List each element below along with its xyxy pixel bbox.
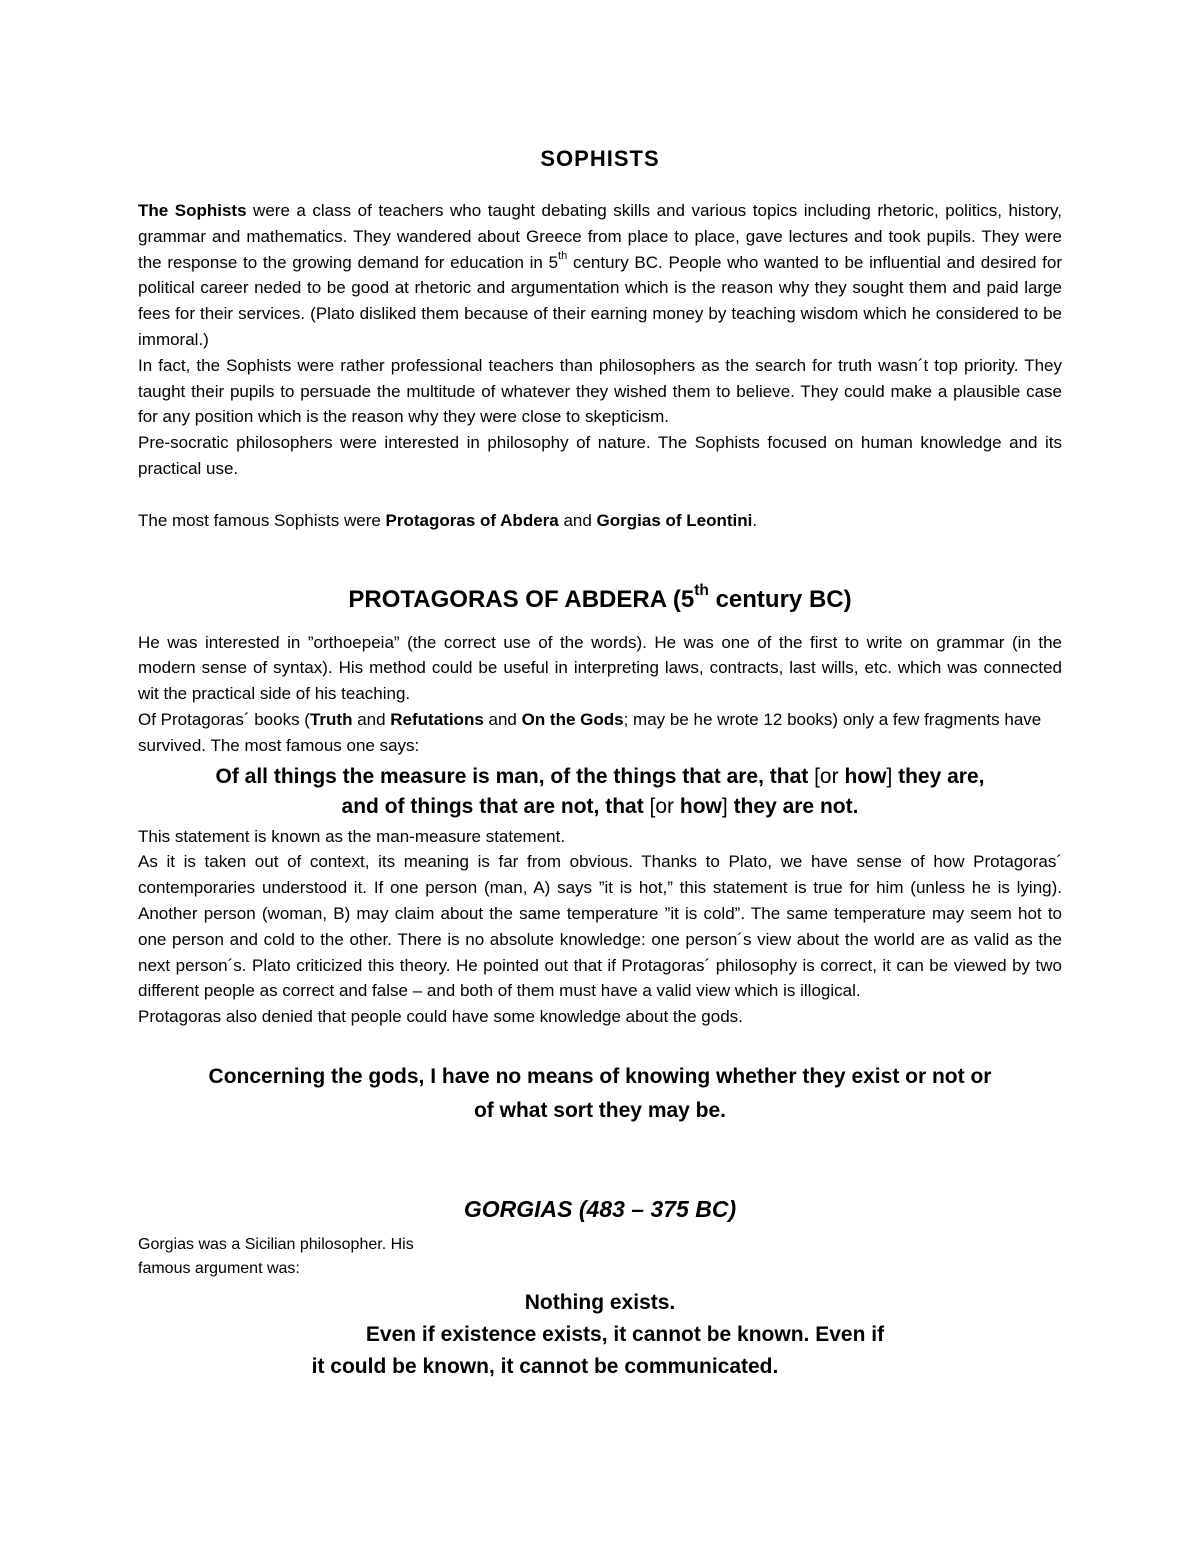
intro-text-end: century BC. People who wanted to be influential and desired for political career neded to be good at rhetoric and argumentation which is the reason why they sought them and paid large fees for their services. (Plato disliked them because of their earning money by teaching wisdom which he considered to be immoral.) [138, 252, 1062, 349]
protagoras-paragraph-5: Protagoras also denied that people could have some knowledge about the gods. [138, 1007, 743, 1027]
intro-paragraph [138, 198, 1062, 353]
book-refutations: Refutations [390, 709, 484, 729]
famous-name-gorgias: Gorgias of Leontini [596, 510, 753, 530]
protagoras-paragraph-2: Of Protagoras´ books (Truth and Refutations and On the Gods; may be he wrote 12 books) only a few fragments have survived. The most famous one says: [138, 709, 1042, 755]
gorgias-paragraph: Gorgias was a Sicilian philosopher. His famous argument was: [138, 1235, 414, 1277]
intro-lead: The Sophists [138, 201, 247, 220]
intro-text: were a class of teachers who taught debating skills and various topics including rhetoric, politics, history, grammar and mathematics. They wandered about Greece from place to place, gave lectures and took pupils. They were the response to the growing demand for education in 5 [138, 201, 1062, 272]
gorgias-quote: Nothing exists. Even if existence exists, it cannot be known. Even if it could be known, it cannot be communicated. [311, 1290, 885, 1378]
intro-paragraph-3: Pre-socratic philosophers were interested in philosophy of nature. The Sophists focused on human knowledge and its practical use. [138, 433, 1062, 478]
quote-line-1: Of all things the measure is man, of the things that are, that [or how] they are, [215, 764, 985, 788]
protagoras-heading: PROTAGORAS OF ABDERA (5th century BC) [348, 582, 852, 613]
intro-sup: th [558, 250, 568, 263]
book-truth: Truth [309, 709, 353, 729]
document-page [138, 140, 1062, 1383]
protagoras-paragraph-4: As it is taken out of context, its meaning is far from obvious. Thanks to Plato, we have sense of how Protagoras´ contemporaries understood it. If one person (man, A) says ”it is hot,” this statement is true for him (unless he is lying). Another person (woman, B) may claim about the same temperature ”it is cold”. The same temperature may seem hot to one person and cold to the other. There is no absolute knowledge: one person´s view about the world are as valid as the next person´s. Plato criticized this theory. He pointed out that if Protagoras´ philosophy is correct, it can be viewed by two different people as correct and false – and both of them must have a valid view which is illogical. [138, 852, 1062, 1001]
protagoras-paragraph-1: He was interested in ”orthoepeia” (the correct use of the words). He was one of the first to write on grammar (in the modern sense of syntax). His method could be useful in interpreting laws, contracts, last wills, etc. which was connected wit the practical side of his teaching. [138, 632, 1062, 704]
famous-sophists: The most famous Sophists were Protagoras of Abdera and Gorgias of Leontini. [138, 510, 758, 530]
quote-line-2: and of things that are not, that [or how] they are not. [341, 794, 859, 818]
gods-quote: Concerning the gods, I have no means of knowing whether they exist or not or of what sort they may be. [208, 1064, 992, 1122]
page-title: SOPHISTS [540, 146, 660, 171]
protagoras-paragraph-3: This statement is known as the man-measure statement. [138, 826, 566, 846]
famous-name-protagoras: Protagoras of Abdera [385, 510, 559, 530]
intro-paragraph-2: In fact, the Sophists were rather professional teachers than philosophers as the search for truth wasn´t top priority. They taught their pupils to persuade the multitude of whatever they wished them to believe. They could make a plausible case for any position which is the reason why they were close to skepticism. [138, 355, 1062, 427]
man-measure-quote [138, 762, 1062, 822]
gorgias-heading: GORGIAS (483 – 375 BC) [463, 1195, 737, 1222]
book-on-the-gods: On the Gods [521, 709, 624, 729]
